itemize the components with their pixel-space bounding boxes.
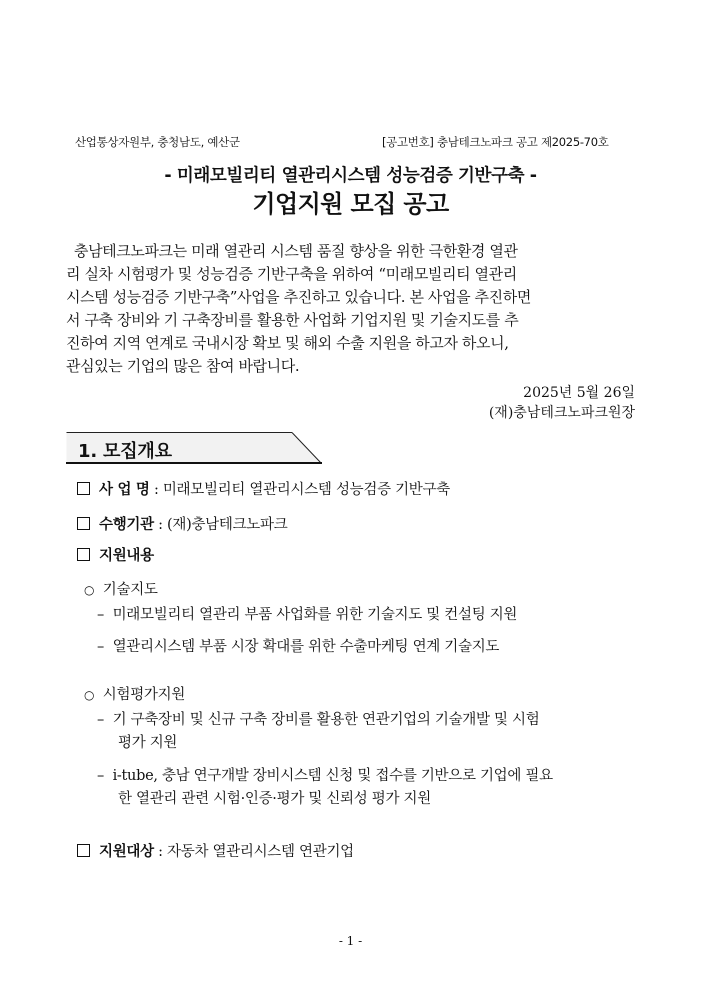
dash-bullet: – <box>97 607 104 623</box>
circle-bullet-icon: ○ <box>84 583 95 597</box>
tech-guidance-heading: ○ 기술지도 <box>84 582 158 598</box>
colon: : <box>158 517 163 533</box>
agency-label: 수행기관 <box>99 517 154 533</box>
support-content-row <box>75 544 154 565</box>
section-title: 1. 모집개요 <box>78 441 172 462</box>
test-support-item-cont: 한 열관리 관련 시험·인증·평가 및 신뢰성 평가 지원 <box>118 791 431 807</box>
agency-row <box>75 513 287 534</box>
target-label: 지원대상 <box>99 844 154 860</box>
test-support-heading: ○ 시험평가지원 <box>84 687 186 703</box>
notice-date: 2025년 5월 26일 <box>523 385 635 401</box>
intro-line: 시스템 성능검증 기반구축”사업을 추진하고 있습니다. 본 사업을 추진하면 <box>66 288 531 306</box>
intro-line: 관심있는 기업의 많은 참여 바랍니다. <box>66 357 300 375</box>
dash-bullet: – <box>97 768 104 784</box>
agency-value: (재)충남테크노파크 <box>167 517 288 533</box>
test-support-item: – 기 구축장비 및 신규 구축 장비를 활용한 연관기업의 기술개발 및 시험 <box>97 712 540 728</box>
test-support-item-cont: 평가 지원 <box>118 735 178 751</box>
notice-number: [공고번호] 충남테크노파크 공고 제2025-70호 <box>382 135 609 149</box>
dash-bullet: – <box>97 712 104 728</box>
document-subtitle: - 미래모빌리티 열관리시스템 성능검증 기반구축 - <box>164 166 537 186</box>
circle-bullet-icon: ○ <box>84 688 95 702</box>
intro-line: 충남테크노파크는 미래 열관리 시스템 품질 향상을 위한 극한환경 열관 <box>74 242 518 260</box>
checkbox-square-icon <box>77 548 90 561</box>
checkbox-square-icon <box>77 844 90 857</box>
signature-org: (재)충남테크노파크원장 <box>488 405 635 421</box>
intro-line: 진하여 지역 연계로 국내시장 확보 및 해외 수출 지원을 하고자 하오니, <box>66 334 509 352</box>
colon: : <box>158 844 163 860</box>
tech-guidance-item: – 미래모빌리티 열관리 부품 사업화를 위한 기술지도 및 컨설팅 지원 <box>97 607 518 623</box>
page-number: - 1 - <box>338 934 363 948</box>
project-name-value: 미래모빌리티 열관리시스템 성능검증 기반구축 <box>162 482 450 498</box>
intro-line: 서 구축 장비와 기 구축장비를 활용한 사업화 기업지원 및 기술지도를 추 <box>66 311 519 329</box>
issuing-agencies: 산업통상자원부, 충청남도, 예산군 <box>75 135 240 149</box>
support-content-label: 지원내용 <box>99 548 154 564</box>
dash-bullet: – <box>97 639 104 655</box>
document-title: 기업지원 모집 공고 <box>252 190 449 218</box>
project-name-label: 사 업 명 <box>99 482 150 498</box>
test-support-item: – i-tube, 충남 연구개발 장비시스템 신청 및 접수를 기반으로 기업에 필요 <box>97 768 553 784</box>
colon: : <box>153 482 159 498</box>
checkbox-square-icon <box>77 482 90 495</box>
tech-guidance-item: – 열관리시스템 부품 시장 확대를 위한 수출마케팅 연계 기술지도 <box>97 639 500 655</box>
intro-line: 리 실차 시험평가 및 성능검증 기반구축을 위하여 “미래모빌리티 열관리 <box>66 265 517 283</box>
checkbox-square-icon <box>77 517 90 530</box>
target-row <box>75 840 354 861</box>
target-value: 자동차 열관리시스템 연관기업 <box>167 844 354 860</box>
project-name-row <box>75 478 450 499</box>
